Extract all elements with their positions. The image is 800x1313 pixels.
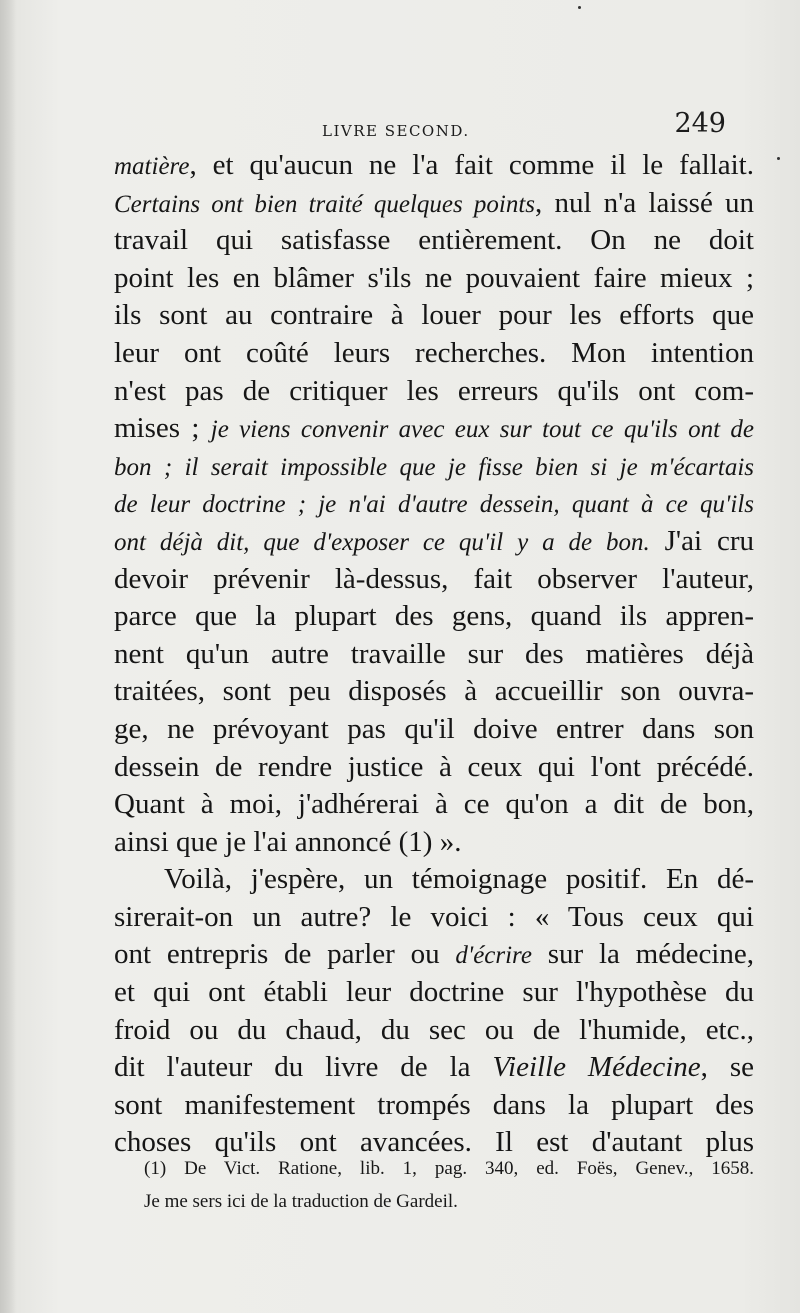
text-line	[114, 523, 754, 561]
text-segment: dessein de rendre justice à ceux qui l'ont précédé.	[114, 750, 754, 783]
text-line	[114, 410, 754, 448]
footnote-line: (1) De Vict. Ratione, lib. 1, pag. 340, ed. Foës, Genev., 1658.	[144, 1158, 754, 1179]
text-segment: nent qu'un autre travaille sur des matières déjà	[114, 637, 754, 670]
text-line	[114, 636, 754, 674]
text-segment: devoir prévenir là-dessus, fait observer l'auteur,	[114, 562, 754, 595]
text-line	[114, 485, 754, 523]
text-line	[114, 297, 754, 335]
text-line	[114, 448, 754, 486]
paper-speck	[578, 6, 581, 9]
text-segment: sont manifestement trompés dans la plupart des	[114, 1088, 754, 1121]
page-number: 249	[674, 108, 726, 139]
text-line	[114, 711, 754, 749]
footnote	[144, 1152, 754, 1218]
text-segment: , nul n'a laissé un	[535, 186, 754, 219]
text-line	[114, 974, 754, 1012]
text-segment: Voilà, j'espère, un témoignage positif. En dé-	[164, 863, 754, 896]
text-segment: J'ai cru	[649, 524, 754, 557]
text-segment: , se	[700, 1051, 754, 1084]
italic-text: bon ; il serait impossible que je fisse bien si je m'écartais	[114, 453, 754, 481]
text-segment: ge, ne prévoyant pas qu'il doive entrer dans son	[114, 712, 754, 745]
text-segment: ils sont au contraire à louer pour les efforts que	[114, 299, 754, 332]
text-segment: n'est pas de critiquer les erreurs qu'ils ont com-	[114, 374, 754, 407]
text-segment: froid ou du chaud, du sec ou de l'humide, etc.,	[114, 1013, 754, 1046]
text-line	[114, 260, 754, 298]
text-line	[114, 673, 754, 711]
text-line	[114, 185, 754, 223]
italic-text: Vieille Médecine	[492, 1051, 701, 1084]
text-segment: mises ;	[114, 412, 211, 445]
text-segment: , et qu'aucun ne l'a fait comme il le fallait.	[189, 149, 754, 181]
text-line	[114, 899, 754, 937]
text-line	[114, 824, 754, 862]
text-line	[114, 1012, 754, 1050]
italic-text: de leur doctrine ; je n'ai d'autre dessein, quant à ce qu'ils	[114, 491, 754, 519]
body-text	[114, 147, 754, 1162]
text-segment: ainsi que je l'ai annoncé (1) ».	[114, 825, 462, 858]
text-line	[114, 936, 754, 974]
text-line	[114, 335, 754, 373]
italic-text: Certains ont bien traité quelques points	[114, 190, 536, 218]
italic-text: matière	[114, 153, 190, 180]
text-line	[114, 1049, 754, 1087]
italic-text: ont déjà dit, que d'exposer ce qu'il y a de bon.	[114, 528, 650, 556]
text-line	[114, 373, 754, 411]
italic-text: je viens convenir avec eux sur tout ce qu'ils ont de	[210, 416, 754, 444]
text-line	[114, 1087, 754, 1125]
paper-speck	[777, 157, 780, 160]
text-segment: leur ont coûté leurs recherches. Mon intention	[114, 336, 754, 369]
text-segment: et qui ont établi leur doctrine sur l'hypothèse du	[114, 976, 754, 1009]
text-segment: parce que la plupart des gens, quand ils appren-	[114, 600, 754, 633]
text-line	[114, 147, 754, 185]
text-line	[114, 598, 754, 636]
text-line	[114, 861, 754, 899]
text-segment: sirerait-on un autre? le voici : « Tous ceux qui	[114, 900, 754, 933]
text-segment: point les en blâmer s'ils ne pouvaient faire mieux ;	[114, 261, 754, 294]
text-segment: Quant à moi, j'adhérerai à ce qu'on a dit de bon,	[114, 788, 754, 821]
text-line	[114, 749, 754, 787]
gutter-shadow	[0, 0, 16, 1313]
page-header	[110, 108, 730, 142]
text-line	[114, 561, 754, 599]
text-segment: choses qu'ils ont avancées. Il est d'autant plus	[114, 1126, 754, 1159]
text-segment: travail qui satisfasse entièrement. On ne doit	[114, 224, 754, 257]
text-segment: sur la médecine,	[531, 938, 754, 971]
text-segment: traitées, sont peu disposés à accueillir son ouvra-	[114, 675, 754, 708]
text-segment: dit l'auteur du livre de la	[114, 1051, 493, 1084]
running-head: LIVRE SECOND.	[322, 122, 470, 140]
text-segment: ont entrepris de parler ou	[114, 938, 456, 971]
footnote-line: Je me sers ici de la traduction de Gardeil.	[144, 1191, 458, 1212]
text-line	[114, 222, 754, 260]
italic-text: d'écrire	[455, 942, 532, 970]
text-line	[114, 786, 754, 824]
